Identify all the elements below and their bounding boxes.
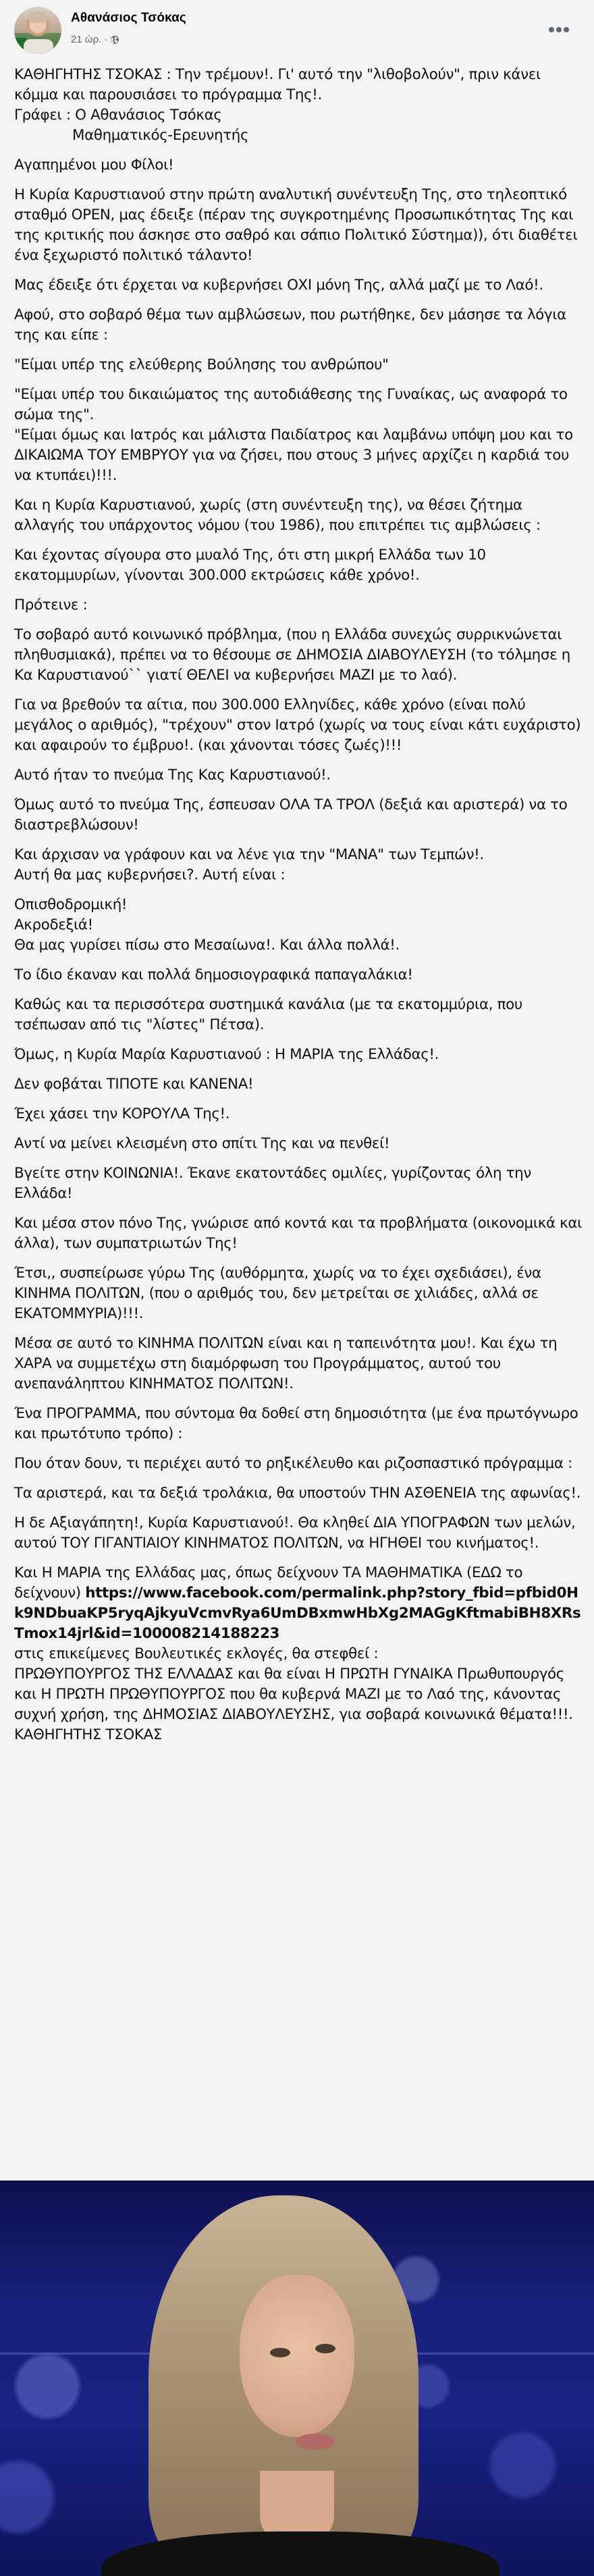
more-options-button[interactable]: [544, 20, 574, 39]
paragraph: "Είμαι όμως και Ιατρός και μάλιστα Παιδίατρος και λαμβάνω υπόψη μου και το ΔΙΚΑΙΩΜΑ ΤΟΥ ΕΜΒΡΥΟΥ για να ζήσει, που στους 3 μήνες αρχίζει η καρδιά του να κτυπάει)!!!.: [14, 427, 578, 484]
paragraph: Όμως αυτό το πνεύμα Της, έσπευσαν ΟΛΑ ΤΑ ΤΡΟΛ (δεξιά και αριστερά) να το διαστρεβλώσουν!: [14, 796, 572, 833]
author-name-link[interactable]: Αθανάσιος Τσόκας: [71, 11, 186, 25]
paragraph: Μέσα σε αυτό το ΚΙΝΗΜΑ ΠΟΛΙΤΩΝ είναι και η ταπεινότητα μου!. Και έχω τη ΧΑΡΑ να συμμετέχω στη διαμόρφωση του Προγράμματος, αυτού του ανεπανάληπτου ΚΙΝΗΜΑΤΟΣ ΠΟΛΙΤΩΝ!.: [14, 1335, 562, 1392]
paragraph: Που όταν δουν, τι περιέχει αυτό το ρηξικέλευθο και ριζοσπαστικό πρόγραμμα :: [14, 1455, 572, 1472]
image-eye-right: [315, 2344, 335, 2353]
paragraph: Η Κυρία Καρυστιανού στην πρώτη αναλυτική συνέντευξη Της, στο τηλεοπτικό σταθμό OPEN, μας έδειξε (πέραν της συγκροτημένης Προσωπικότητας Της και της κριτικής που άσκησε στο σαθρό και σάπιο Πολιτικό Σύστημα)), ότι διαθέτει ένα ξεχωριστό πολιτικό τάλαντο!: [14, 186, 582, 264]
paragraph: Δεν φοβάται ΤΙΠΟΤΕ και ΚΑΝΕΝΑ!: [14, 1076, 254, 1093]
paragraph: [14, 1563, 585, 1644]
paragraph: Αντί να μείνει κλεισμένη στο σπίτι Της και να πενθεί!: [14, 1135, 390, 1152]
meta-separator: ·: [104, 34, 108, 45]
author-avatar[interactable]: [14, 7, 61, 54]
paragraph-text: Και Η ΜΑΡΙΑ της Ελλάδας μας, όπως δείχνουν ΤΑ ΜΑΘΗΜΑΤΙΚΑ (ΕΔΩ το δείχνουν): [14, 1564, 527, 1601]
paragraph: Αγαπημένοι μου Φίλοι!: [14, 157, 174, 173]
post-headline: ΚΑΘΗΓΗΤΗΣ ΤΣΟΚΑΣ : Την τρέμουν!. Γι' αυτό την "λιθοβολούν", πριν κάνει κόμμα και παρουσιάσει το πρόγραμμα Της!.: [14, 66, 545, 103]
post-signature: ΚΑΘΗΓΗΤΗΣ ΤΣΟΚΑΣ: [14, 1726, 163, 1743]
paragraph: Μας έδειξε ότι έρχεται να κυβερνήσει ΟΧΙ μόνη Της, αλλά μαζί με το Λαό!.: [14, 277, 543, 294]
permalink-link[interactable]: https://www.facebook.com/permalink.php?story_fbid=pfbid0Hk9NDbuaKP5ryqAjkyuVcmvRya6UmDBxmwHbXg2MAGgKftmabiBH8XRsTmox14jrl&id=100008214188223: [14, 1585, 581, 1642]
paragraph: Ένα ΠΡΟΓΡΑΜΜΑ, που σύντομα θα δοθεί στη δημοσιότητα (με ένα πρωτόγνωρο και πρωτότυπο τρόπο) :: [14, 1405, 583, 1442]
post-header: [0, 0, 594, 62]
globe-icon[interactable]: [110, 35, 119, 45]
paragraph: Η δε Αξιαγάπητη!, Κυρία Καρυστιανού!. Θα κληθεί ΔΙΑ ΥΠΟΓΡΑΦΩΝ των μελών, αυτού ΤΟΥ ΓΙΓΑΝΤΙΑΙΟΥ ΚΙΝΗΜΑΤΟΣ ΠΟΛΙΤΩΝ, να ΗΓΗΘΕΙ του κινήματος!.: [14, 1514, 580, 1552]
paragraph: Τα αριστερά, και τα δεξιά τρολάκια, θα υποστούν ΤΗΝ ΑΣΘΕΝΕΙΑ της αφωνίας!.: [14, 1485, 581, 1502]
paragraph: Αφού, στο σοβαρό θέμα των αμβλώσεων, που ρωτήθηκε, δεν μάσησε τα λόγια της και είπε :: [14, 306, 571, 344]
image-eye-left: [270, 2348, 290, 2357]
paragraph: Βγείτε στην ΚΟΙΝΩΝΙΑ!. Έκανε εκατοντάδες ομιλίες, γυρίζοντας όλη την Ελλάδα!: [14, 1165, 536, 1202]
paragraph: Αυτό ήταν το πνεύμα Της Κας Καρυστιανού!.: [14, 767, 331, 784]
paragraph: Έχει χάσει την ΚΟΡΟΥΛΑ Της!.: [14, 1105, 230, 1122]
paragraph: Καθώς και τα περισσότερα συστημικά κανάλια (με τα εκατομμύρια, που τσέπωσαν από τις "λίστες" Πέτσα).: [14, 996, 527, 1033]
paragraph: Οπισθοδρομική!: [14, 896, 128, 913]
paragraph: Αυτή θα μας κυβερνήσει?. Αυτή είναι :: [14, 867, 286, 883]
paragraph: Πρότεινε :: [14, 597, 88, 613]
paragraph: Και η Κυρία Καρυστιανού, χωρίς (στη συνέντευξη της), να θέσει ζήτημα αλλαγής του υπάρχοντος νόμου (του 1986), που επιτρέπει τις αμβλώσεις :: [14, 497, 541, 534]
paragraph: στις επικείμενες Βουλευτικές εκλογές, θα στεφθεί :: [14, 1645, 379, 1662]
paragraph: Το ίδιο έκαναν και πολλά δημοσιογραφικά παπαγαλάκια!: [14, 966, 413, 983]
paragraph: Ακροδεξιά!: [14, 916, 93, 933]
paragraph: Και έχοντας σίγουρα στο μυαλό Της, ότι στη μικρή Ελλάδα των 10 εκατομμυρίων, γίνονται 300.000 εκτρώσεις κάθε χρόνο!.: [14, 547, 491, 584]
paragraph: "Είμαι υπέρ της ελεύθερης Βούλησης του ανθρώπου": [14, 356, 389, 373]
paragraph: Έτσι,, συσπείρωσε γύρω Της (αυθόρμητα, χωρίς να το έχει σχεδιάσει), ένα ΚΙΝΗΜΑ ΠΟΛΙΤΩΝ, (που ο αριθμός του, δεν μετρείται σε χιλιάδες, αλλά σε ΕΚΑΤΟΜΜΥΡΙΑ)!!!.: [14, 1265, 546, 1322]
avatar-hair: [28, 11, 48, 23]
more-options-icon: [564, 27, 569, 32]
post-meta: [71, 34, 119, 45]
paragraph: Θα μας γυρίσει πίσω στο Μεσαίωνα!. Και άλλα πολλά!.: [14, 937, 400, 954]
paragraph: "Είμαι υπέρ του δικαιώματος της αυτοδιάθεσης της Γυναίκας, ως αναφορά το σώμα της".: [14, 386, 572, 423]
paragraph: Και μέσα στον πόνο Της, γνώρισε από κοντά και τα προβλήματα (οικονομικά και άλλα), των συμπατριωτών Της!: [14, 1215, 587, 1252]
post-byline: Γράφει : Ο Αθανάσιος Τσόκας: [14, 107, 222, 124]
paragraph: ΠΡΩΘΥΠΟΥΡΓΟΣ ΤΗΣ ΕΛΛΑΔΑΣ και θα είναι Η ΠΡΩΤΗ ΓΥΝΑΙΚΑ Πρωθυπουργός και Η ΠΡΩΤΗ ΠΡΩΘΥΠΟΥΡΓΟΣ που θα κυβερνά ΜΑΖΙ με το Λαό της, κάνοντας συχνή χρήση, της ΔΗΜΟΣΙΑΣ ΔΙΑΒΟΥΛΕΥΣΗΣ, για σοβαρά κοινωνικά θέματα!!!.: [14, 1666, 573, 1723]
avatar-shirt: [24, 39, 53, 54]
paragraph: Το σοβαρό αυτό κοινωνικό πρόβλημα, (που η Ελλάδα συνεχώς συρρικνώνεται πληθυσμιακά), πρέπει να το θέσουμε σε ΔΗΜΟΣΙΑ ΔΙΑΒΟΥΛΕΥΣΗ (το τόλμησε η Κα Καρυστιανού`` γιατί ΘΕΛΕΙ να κυβερνήσει ΜΑΖΙ με το λαό).: [14, 626, 575, 684]
post-timestamp[interactable]: 21 ώρ.: [71, 34, 102, 45]
paragraph: Όμως, η Κυρία Μαρία Καρυστιανού : Η ΜΑΡΙΑ της Ελλάδας!.: [14, 1046, 439, 1063]
post-text: [14, 65, 585, 1755]
paragraph: Για να βρεθούν τα αίτια, που 300.000 Ελληνίδες, κάθε χρόνο (είναι πολύ μεγάλος ο αριθμός), "τρέχουν" στον Ιατρό (χωρίς να τους είναι κάτι ευχάριστο) και αφαιρούν το έμβρυο!. (και χάνονται τόσες ζωές)!!!: [14, 696, 585, 754]
post-image[interactable]: [0, 2181, 594, 2576]
image-mouth: [296, 2434, 335, 2450]
more-options-icon: [556, 27, 562, 32]
more-options-icon: [549, 27, 554, 32]
author-title: Μαθηματικός-Ερευνητής: [72, 127, 249, 144]
image-face: [240, 2275, 354, 2437]
paragraph: Και άρχισαν να γράφουν και να λένε για την "ΜΑΝΑ" των Τεμπών!.: [14, 846, 484, 863]
